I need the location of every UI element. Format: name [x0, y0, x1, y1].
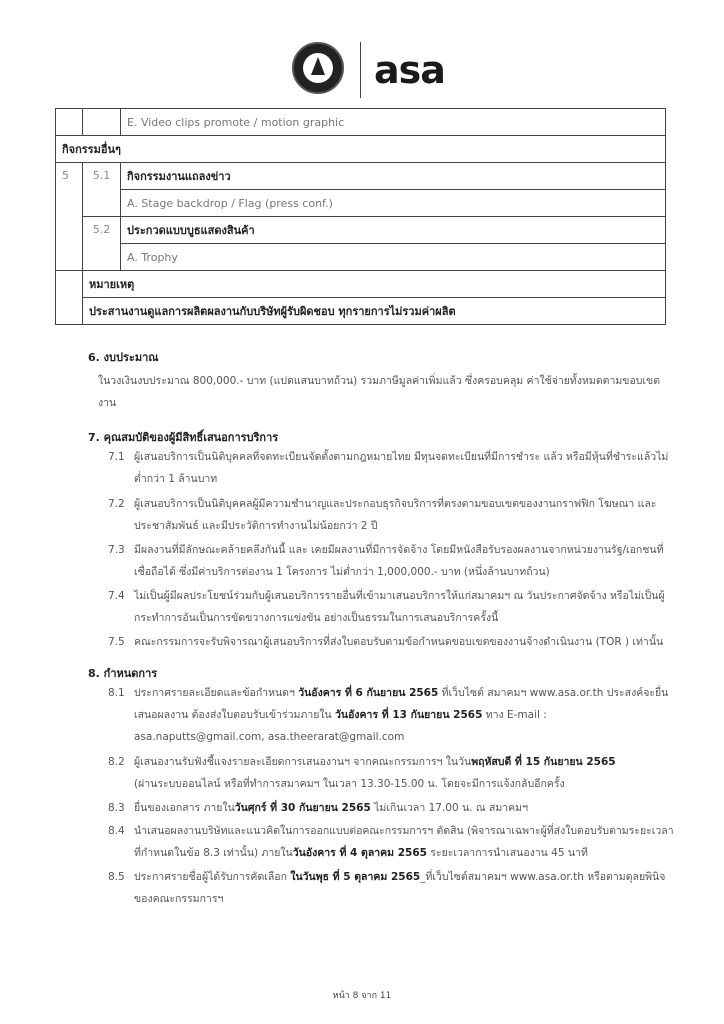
section-7-heading: 7. คุณสมบัติของผู้มีสิทธิ์เสนอการบริการ — [88, 431, 279, 444]
item-8-3: 8.3 ยื่นของเอกสาร ภายในวันศุกร์ ที่ 30 กันยายน 2565 ไม่เกินเวลา 17.00 น. ณ สมาคมฯ — [108, 802, 528, 814]
table-row — [56, 109, 666, 136]
asa-logo: asa — [374, 48, 445, 92]
item-5-1-a: A. Stage backdrop / Flag (press conf.) — [121, 190, 666, 217]
section-6-body: ในวงเงินงบประมาณ 800,000.- บาท (แปดแสนบาทถ้วน) รวมภาษีมูลค่าเพิ่มแล้ว ซึ่งครอบคลุม ค่าใช้จ่ายทั้งหมดตามขอบเขต งาน — [98, 375, 661, 409]
header-logos — [288, 36, 458, 102]
section-6-heading: 6. งบประมาณ — [88, 351, 159, 364]
table-row — [56, 298, 666, 325]
item-8-4: 8.4 นำเสนอผลงานบริษัทและแนวคิดในการออกแบบต่อคณะกรรมการฯ ตัดสิน (พิจารณาเฉพาะผู้ที่ส่งใบตอบรับตามระยะเวลาที่กำหนดในข้อ 8.3 เท่านั้น) ภายในวันอังคาร ที่ 4 ตุลาคม 2565 ระยะเวลาการนำเสนองาน 45 นาที — [108, 825, 674, 859]
item-5-2-number: 5.2 — [83, 217, 121, 271]
remark-label: หมายเหตุ — [83, 271, 666, 298]
section-8-heading: 8. กำหนดการ — [88, 667, 158, 680]
item-5-1-number: 5.1 — [83, 163, 121, 217]
association-seal-logo — [292, 42, 344, 94]
item-7-3: 7.3 มีผลงานที่มีลักษณะคล้ายคลึงกันนี้ และ เคยมีผลงานที่มีการจัดจ้าง โดยมีหนังสือรับรองผลงานจากหน่วยงานรัฐ/เอกชนที่เชื่อถือได้ ซึ่งมีค่าบริการต่องาน 1 โครงการ ไม่ต่ำกว่า 1,000,000.- บาท (หนึ่งล้านบาทถ้วน) — [108, 544, 664, 578]
table-row — [56, 163, 666, 190]
item-7-4: 7.4 ไม่เป็นผู้มีผลประโยชน์ร่วมกับผู้เสนอบริการรายอื่นที่เข้ามาเสนอบริการให้แก่สมาคมฯ ณ วันประกาศจัดจ้าง หรือไม่เป็นผู้กระทำการอันเป็นการขัดขวางการแข่งขัน อย่างเป็นธรรมในการเสนอบริการครั้งนี้ — [108, 590, 665, 624]
item-5-1-title: กิจกรรมงานแถลงข่าว — [121, 163, 666, 190]
item-7-1: 7.1 ผู้เสนอบริการเป็นนิติบุคคลที่จดทะเบียนจัดตั้งตามกฎหมายไทย มีทุนจดทะเบียนที่มีการชำระ แล้ว หรือมีหุ้นที่ชำระแล้วไม่ต่ำกว่า 1 ล้านบาท — [108, 451, 669, 485]
item-8-5: 8.5 ประกาศรายชื่อผู้ได้รับการคัดเลือก ในวันพุธ ที่ 5 ตุลาคม 2565_ที่เว็บไซต์สมาคมฯ www.asa.or.th หรือตามดุลยพินิจของคณะกรรมการฯ — [108, 871, 666, 905]
other-activities-heading: กิจกรรมอื่นๆ — [56, 136, 666, 163]
item-7-2: 7.2 ผู้เสนอบริการเป็นนิติบุคคลผู้มีความชำนาญและประกอบธุรกิจบริการที่ตรงตามขอบเขตของงานกราฟฟิก โฆษณา และประชาสัมพันธ์ และมีประวัติการทำงานไม่น้อยกว่า 2 ปี — [108, 498, 657, 532]
table-row — [56, 136, 666, 163]
page-number: หน้า 8 จาก 11 — [332, 991, 392, 1001]
activities-table — [55, 108, 666, 325]
table-row — [56, 190, 666, 217]
item-7-5: 7.5 คณะกรรมการจะรับพิจารณาผู้เสนอบริการที่ส่งใบตอบรับตามข้อกำหนดขอบเขตของงานจ้างดำเนินงาน (TOR ) เท่านั้น — [108, 636, 664, 648]
remark-text: ประสานงานดูแลการผลิตผลงานกับบริษัทผู้รับผิดชอบ ทุกรายการไม่รวมค่าผลิต — [83, 298, 666, 325]
table-row — [56, 244, 666, 271]
row-e-label: E. Video clips promote / motion graphic — [121, 109, 666, 136]
item-5-2-a: A. Trophy — [121, 244, 666, 271]
item-5-number: 5 — [56, 163, 83, 271]
contact-emails: asa.naputts@gmail.com, asa.theerarat@gmail.com — [134, 731, 405, 743]
table-row — [56, 271, 666, 298]
item-8-2: 8.2 ผู้เสนองานรับฟังชี้แจงรายละเอียดการเสนองานฯ จากคณะกรรมการฯ ในวันพฤหัสบดี ที่ 15 กันยายน 2565 (ผ่านระบบออนไลน์ หรือที่ทำการสมาคมฯ ในเวลา 13.30-15.00 น. โดยจะมีการแจ้งกลับอีกครั้ง — [108, 756, 616, 790]
item-8-1: 8.1 ประกาศรายละเอียดและข้อกำหนดฯ วันอังคาร ที่ 6 กันยายน 2565 ที่เว็บไซต์ สมาคมฯ www.asa.or.th ประสงค์จะยื่นเสนอผลงาน ต้องส่งใบตอบรับเข้าร่วมภายใน วันอังคาร ที่ 13 กันยายน 2565 ทาง E-mail : asa.naputts@gmail.com, asa.theerarat@gmail.com — [108, 687, 669, 743]
table-row — [56, 217, 666, 244]
item-5-2-title: ประกวดแบบบูธแสดงสินค้า — [121, 217, 666, 244]
logo-divider — [360, 42, 361, 98]
